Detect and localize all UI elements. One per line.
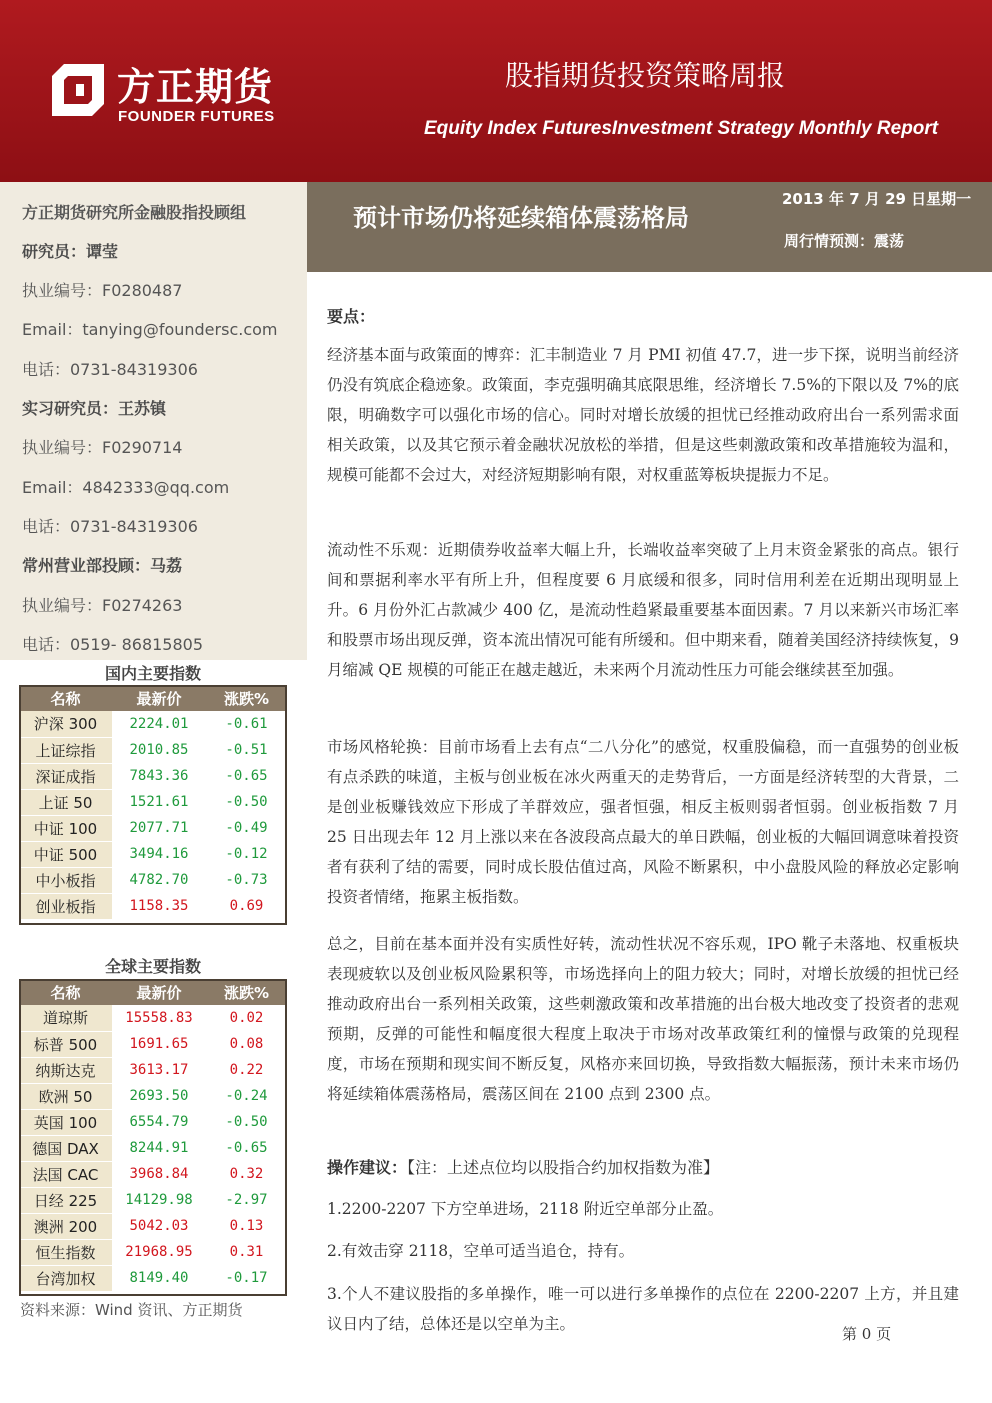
index-price-cell: 2077.71 (112, 815, 206, 841)
domestic-indices-title: 国内主要指数 (104, 664, 201, 683)
index-name-cell: 恒生指数 (19, 1239, 112, 1265)
index-change-cell: 0.08 (206, 1031, 287, 1057)
paragraph-summary: 总之，目前在基本面并没有实质性好转，流动性状况不容乐观，IPO 靴子未落地、权重板块表现疲软以及创业板风险累积等，市场选择向上的阻力较大；同时，对增长放缓的担忧已经推动政府出台一系列相关政策，这些刺激政策和改革措施的出台极大地改变了投资者的悲观预期，反弹的可能性和幅度很大程度上取决于市场对改革政策红利的憧憬与政策的兑现程度，市场在预期和现实间不断反复，风格亦来回切换，导致指数大幅振荡，预计未来市场仍将延续箱体震荡格局，震荡区间在 2100 点到 2300 点。 (327, 935, 959, 1103)
index-price-cell: 6554.79 (112, 1109, 206, 1135)
data-source: 资料来源：Wind 资讯、方正期货 (20, 1301, 243, 1319)
global-indices-title: 全球主要指数 (104, 957, 201, 976)
index-name-cell: 创业板指 (19, 893, 112, 919)
index-name-cell: 英国 100 (19, 1109, 112, 1135)
index-name-cell: 日经 225 (19, 1187, 112, 1213)
analyst-email: Email：tanying@foundersc.com (22, 320, 278, 339)
intern-phone: 电话：0731-84319306 (22, 517, 198, 536)
index-price-cell: 2224.01 (112, 711, 206, 737)
index-price-cell: 3494.16 (112, 841, 206, 867)
index-price-cell: 3613.17 (112, 1057, 206, 1083)
intern-analyst-name: 实习研究员：王苏镇 (22, 399, 167, 418)
column-header-price: 最新价 (112, 685, 206, 711)
analyst-phone: 电话：0731-84319306 (22, 360, 198, 379)
advice-item: 2.有效击穿 2118，空单可适当追仓，持有。 (327, 1242, 635, 1260)
operation-advice-heading (327, 1155, 719, 1178)
intern-license: 执业编号：F0290714 (22, 438, 183, 457)
index-change-cell: -0.49 (206, 815, 287, 841)
index-change-cell: -0.17 (206, 1265, 287, 1291)
index-price-cell: 2693.50 (112, 1083, 206, 1109)
index-change-cell: 0.22 (206, 1057, 287, 1083)
index-name-cell: 标普 500 (19, 1031, 112, 1057)
index-name-cell: 上证 50 (19, 789, 112, 815)
table-row (19, 893, 287, 919)
table-row (19, 1135, 287, 1161)
paragraph-fundamentals: 经济基本面与政策面的博弈：汇丰制造业 7 月 PMI 初值 47.7，进一步下探，说明当前经济仍没有筑底企稳迹象。政策面，李克强明确其底限思维，经济增长 7.5%的下限以及 7%的底限，明确数字可以强化市场的信心。同时对增长放缓的担忧已经推动政府出台一系列需求面相关政策，以及其它预示着金融状况放松的举措，但是这些刺激政策和改革措施较为温和，规模可能都不会过大，对经济短期影响有限，对权重蓝筹板块提振力不足。 (327, 346, 959, 484)
index-change-cell: 0.31 (206, 1239, 287, 1265)
index-name-cell: 中证 100 (19, 815, 112, 841)
index-price-cell: 15558.83 (112, 1005, 206, 1031)
index-name-cell: 纳斯达克 (19, 1057, 112, 1083)
index-change-cell: -0.65 (206, 1135, 287, 1161)
table-row (19, 1057, 287, 1083)
index-price-cell: 3968.84 (112, 1161, 206, 1187)
index-change-cell: -0.51 (206, 737, 287, 763)
advisor-name: 常州营业部投顾：马荔 (22, 556, 183, 575)
index-change-cell: -0.65 (206, 763, 287, 789)
founder-logo-icon (46, 58, 110, 122)
index-name-cell: 深证成指 (19, 763, 112, 789)
index-price-cell: 1158.35 (112, 893, 206, 919)
operation-advice-note: 【注：上述点位均以股指合约加权指数为准】 (407, 1158, 720, 1177)
index-change-cell: 0.69 (206, 893, 287, 919)
research-group: 方正期货研究所金融股指投顾组 (22, 203, 247, 222)
index-price-cell: 1691.65 (112, 1031, 206, 1057)
table-header-row (19, 685, 287, 711)
advice-item: 3.个人不建议股指的多单操作，唯一可以进行多单操作的点位在 2200-2207 上方，并且建议日内了结，总体还是以空单为主。 (327, 1285, 959, 1333)
table-row (19, 1265, 287, 1291)
index-change-cell: -0.50 (206, 789, 287, 815)
global-indices-table (19, 979, 287, 1292)
advisor-phone: 电话：0519- 86815805 (22, 635, 204, 654)
table-row (19, 1161, 287, 1187)
article-title: 预计市场仍将延续箱体震荡格局 (353, 204, 689, 232)
column-header-price: 最新价 (112, 979, 206, 1005)
index-price-cell: 1521.61 (112, 789, 206, 815)
index-change-cell: -2.97 (206, 1187, 287, 1213)
column-header-name: 名称 (19, 979, 112, 1005)
index-change-cell: -0.50 (206, 1109, 287, 1135)
logo-chinese-name: 方正期货 (117, 65, 274, 109)
index-name-cell: 道琼斯 (19, 1005, 112, 1031)
table-header-row (19, 979, 287, 1005)
paragraph-liquidity: 流动性不乐观：近期债券收益率大幅上升，长端收益率突破了上月末资金紧张的高点。银行间和票据利率水平有所上升，但程度要 6 月底缓和很多，同时信用利差在近期出现明显上升。6 月份外汇占款减少 400 亿，是流动性趋紧最重要基本面因素。7 月以来新兴市场汇率和股票市场出现反弹，资本流出情况可能有所缓和。但中期来看，随着美国经济持续恢复，9 月缩减 QE 规模的可能正在越走越近，未来两个月流动性压力可能会继续甚至加强。 (327, 541, 959, 679)
index-price-cell: 8149.40 (112, 1265, 206, 1291)
table-row (19, 1187, 287, 1213)
page-number: 第 0 页 (842, 1325, 892, 1343)
paragraph-market-style: 市场风格轮换：目前市场看上去有点“二八分化”的感觉，权重股偏稳，而一直强势的创业板有点杀跌的味道，主板与创业板在冰火两重天的走势背后，一方面是经济转型的大背景，二是创业板赚钱效应下形成了羊群效应，强者恒强，相反主板则弱者恒弱。创业板指数 7 月 25 日出现去年 12 月上涨以来在各波段高点最大的单日跌幅，创业板的大幅回调意味着投资者有获利了结的需要，同时成长股估值过高，风险不断累积，中小盘股风险的释放必定影响投资者情绪，拖累主板指数。 (327, 738, 959, 906)
index-name-cell: 上证综指 (19, 737, 112, 763)
table-row (19, 1005, 287, 1031)
index-price-cell: 5042.03 (112, 1213, 206, 1239)
report-header (0, 0, 992, 182)
table-row (19, 815, 287, 841)
analyst-license: 执业编号：F0280487 (22, 281, 183, 300)
report-title-english: Equity Index FuturesInvestment Strategy Monthly Report (424, 118, 939, 139)
index-name-cell: 澳洲 200 (19, 1213, 112, 1239)
index-change-cell: 0.02 (206, 1005, 287, 1031)
table-row (19, 841, 287, 867)
domestic-indices-table (19, 685, 287, 920)
index-price-cell: 4782.70 (112, 867, 206, 893)
report-date: 2013 年 7 月 29 日星期一 (782, 190, 972, 208)
index-change-cell: 0.32 (206, 1161, 287, 1187)
weekly-forecast: 周行情预测：震荡 (784, 232, 905, 250)
table-row (19, 1031, 287, 1057)
table-row (19, 737, 287, 763)
key-points-label: 要点： (327, 307, 376, 326)
table-row (19, 1213, 287, 1239)
index-change-cell: 0.13 (206, 1213, 287, 1239)
advice-item: 1.2200-2207 下方空单进场，2118 附近空单部分止盈。 (327, 1200, 724, 1218)
index-change-cell: -0.73 (206, 867, 287, 893)
table-row (19, 1083, 287, 1109)
index-name-cell: 中小板指 (19, 867, 112, 893)
advisor-license: 执业编号：F0274263 (22, 596, 183, 615)
table-row (19, 867, 287, 893)
index-price-cell: 14129.98 (112, 1187, 206, 1213)
operation-advice-label: 操作建议： (327, 1158, 408, 1177)
index-change-cell: -0.24 (206, 1083, 287, 1109)
index-price-cell: 21968.95 (112, 1239, 206, 1265)
index-name-cell: 欧洲 50 (19, 1083, 112, 1109)
intern-email: Email：4842333@qq.com (22, 478, 230, 497)
index-name-cell: 沪深 300 (19, 711, 112, 737)
index-price-cell: 7843.36 (112, 763, 206, 789)
logo-english-name: FOUNDER FUTURES (118, 108, 275, 125)
analyst-name: 研究员：谭莹 (22, 242, 119, 261)
table-row (19, 763, 287, 789)
table-row (19, 711, 287, 737)
index-change-cell: -0.12 (206, 841, 287, 867)
index-name-cell: 德国 DAX (19, 1135, 112, 1161)
column-header-change: 涨跌% (206, 979, 287, 1005)
table-row (19, 1239, 287, 1265)
column-header-change: 涨跌% (206, 685, 287, 711)
table-row (19, 789, 287, 815)
index-name-cell: 法国 CAC (19, 1161, 112, 1187)
table-row (19, 1109, 287, 1135)
index-name-cell: 台湾加权 (19, 1265, 112, 1291)
report-title-chinese: 股指期货投资策略周报 (505, 59, 786, 92)
column-header-name: 名称 (19, 685, 112, 711)
index-change-cell: -0.61 (206, 711, 287, 737)
index-price-cell: 8244.91 (112, 1135, 206, 1161)
index-price-cell: 2010.85 (112, 737, 206, 763)
index-name-cell: 中证 500 (19, 841, 112, 867)
